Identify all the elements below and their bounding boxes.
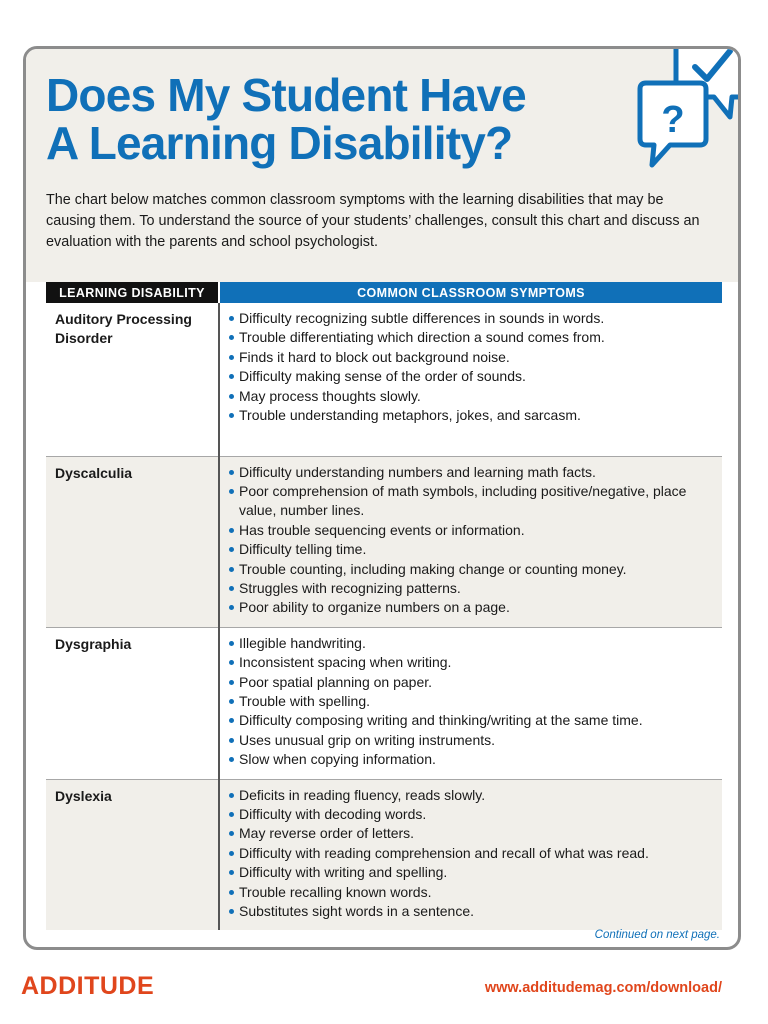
symptom-item: Difficulty understanding numbers and learning math facts. <box>229 463 722 482</box>
symptom-list <box>229 634 722 770</box>
svg-text:?: ? <box>661 99 685 141</box>
symptom-item: Difficulty with writing and spelling. <box>229 863 722 882</box>
download-url-link[interactable]: www.additudemag.com/download/ <box>484 980 722 996</box>
symptom-list-cell <box>219 456 722 627</box>
table-row <box>46 627 722 779</box>
symptom-item: May process thoughts slowly. <box>229 387 722 406</box>
symptom-item: Difficulty with reading comprehension and recall of what was read. <box>229 844 722 863</box>
symptom-item: Has trouble sequencing events or information. <box>229 521 722 540</box>
symptom-item: Difficulty telling time. <box>229 540 722 559</box>
symptom-item: Poor comprehension of math symbols, including positive/negative, place value, number lines. <box>229 482 722 521</box>
symptom-item: Poor ability to organize numbers on a page. <box>229 598 722 617</box>
symptom-list <box>229 463 722 618</box>
symptom-list-cell <box>219 779 722 930</box>
table-row <box>46 456 722 627</box>
continued-note: Continued on next page. <box>594 929 720 941</box>
symptom-item: Difficulty making sense of the order of sounds. <box>229 367 722 386</box>
symptom-item: Uses unusual grip on writing instruments. <box>229 731 722 750</box>
symptom-list <box>229 786 722 922</box>
symptom-item: Difficulty recognizing subtle differences in sounds in words. <box>229 309 722 328</box>
symptom-list <box>229 309 722 425</box>
page-title <box>46 71 626 167</box>
title-line-1: Does My Student Have <box>46 69 526 121</box>
speech-bubbles-graphic <box>606 46 741 183</box>
symptom-item: Trouble recalling known words. <box>229 883 722 902</box>
symptom-item: May reverse order of letters. <box>229 824 722 843</box>
symptom-item: Inconsistent spacing when writing. <box>229 653 722 672</box>
symptom-item: Poor spatial planning on paper. <box>229 673 722 692</box>
chart-card <box>23 46 741 950</box>
symptom-item: Slow when copying information. <box>229 750 722 769</box>
table-row <box>46 303 722 456</box>
symptom-item: Trouble counting, including making change or counting money. <box>229 560 722 579</box>
symptom-item: Trouble with spelling. <box>229 692 722 711</box>
column-header-disability: LEARNING DISABILITY <box>46 282 219 303</box>
symptom-item: Trouble understanding metaphors, jokes, and sarcasm. <box>229 406 722 425</box>
disability-name: Dysgraphia <box>46 627 219 779</box>
column-header-symptoms: COMMON CLASSROOM SYMPTOMS <box>219 282 722 303</box>
symptoms-table <box>46 282 722 930</box>
table-header-row <box>46 282 722 303</box>
symptom-list-cell <box>219 627 722 779</box>
symptom-item: Difficulty composing writing and thinking/writing at the same time. <box>229 711 722 730</box>
symptom-item: Struggles with recognizing patterns. <box>229 579 722 598</box>
intro-paragraph: The chart below matches common classroom symptoms with the learning disabilities that may be causing them. To understand the source of your students’ challenges, consult this chart and discuss an evaluation with the parents and school psychologist. <box>46 192 700 250</box>
symptom-item: Difficulty with decoding words. <box>229 805 722 824</box>
disability-name <box>46 303 219 456</box>
symptom-item: Substitutes sight words in a sentence. <box>229 902 722 921</box>
disability-name-line: Auditory Processing <box>55 311 192 327</box>
symptom-item: Deficits in reading fluency, reads slowly. <box>229 786 722 805</box>
disability-name: Dyslexia <box>46 779 219 930</box>
title-line-2: A Learning Disability? <box>46 117 513 169</box>
symptom-item: Trouble differentiating which direction a sound comes from. <box>229 328 722 347</box>
disability-name-line: Disorder <box>55 330 113 346</box>
disability-name: Dyscalculia <box>46 456 219 627</box>
question-bubble-icon <box>640 83 706 165</box>
additude-logo: ADDITUDE <box>21 972 155 1000</box>
symptom-item: Finds it hard to block out background noise. <box>229 348 722 367</box>
symptom-item: Illegible handwriting. <box>229 634 722 653</box>
table-row <box>46 779 722 930</box>
symptom-list-cell <box>219 303 722 456</box>
